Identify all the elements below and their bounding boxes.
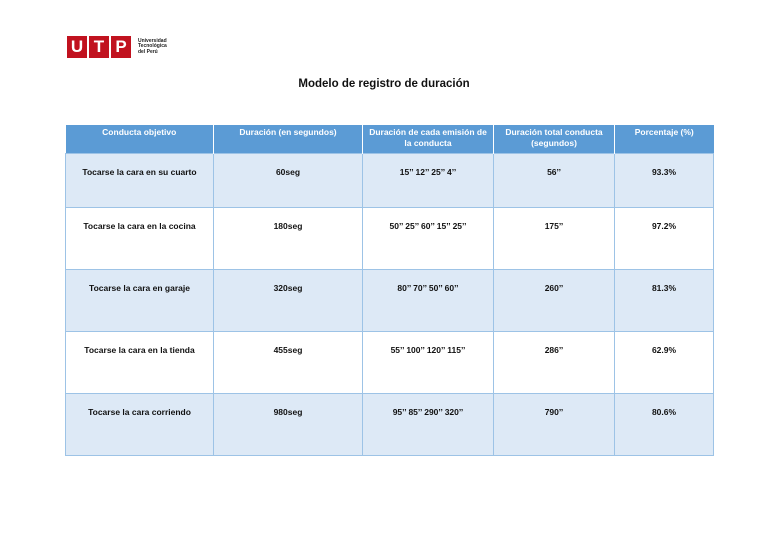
cell-porcentaje: 93.3%	[615, 154, 714, 208]
cell-emisiones: 95’’ 85’’ 290’’ 320’’	[363, 394, 494, 456]
logo-line-3: del Perú	[138, 48, 158, 55]
table-row	[66, 270, 714, 332]
cell-porcentaje: 62.9%	[615, 332, 714, 394]
cell-conducta: Tocarse la cara en la tienda	[66, 332, 214, 394]
cell-emisiones: 80’’ 70’’ 50’’ 60’’	[363, 270, 494, 332]
cell-porcentaje: 97.2%	[615, 208, 714, 270]
table-row	[66, 332, 714, 394]
cell-emisiones: 50’’ 25’’ 60’’ 15’’ 25’’	[363, 208, 494, 270]
header-duracion-total: Duración total conducta (segundos)	[494, 125, 615, 154]
cell-emisiones: 55’’ 100’’ 120’’ 115’’	[363, 332, 494, 394]
cell-total: 260’’	[494, 270, 615, 332]
logo-letter-t: T	[89, 36, 109, 58]
header-duracion-emision: Duración de cada emisión de la conducta	[363, 125, 494, 154]
cell-conducta: Tocarse la cara en su cuarto	[66, 154, 214, 208]
cell-porcentaje: 81.3%	[615, 270, 714, 332]
cell-duracion: 455seg	[214, 332, 363, 394]
logo-letter-u: U	[67, 36, 87, 58]
cell-duracion: 60seg	[214, 154, 363, 208]
cell-porcentaje: 80.6%	[615, 394, 714, 456]
cell-total: 790’’	[494, 394, 615, 456]
header-duracion-segundos: Duración (en segundos)	[214, 125, 363, 154]
cell-total: 175’’	[494, 208, 615, 270]
utp-logo	[67, 36, 178, 58]
header-porcentaje: Porcentaje (%)	[615, 125, 714, 154]
logo-letter-p: P	[111, 36, 131, 58]
cell-conducta: Tocarse la cara en la cocina	[66, 208, 214, 270]
cell-duracion: 180seg	[214, 208, 363, 270]
table-row	[66, 154, 714, 208]
cell-duracion: 320seg	[214, 270, 363, 332]
header-conducta-objetivo: Conducta objetivo	[66, 125, 214, 154]
table-row	[66, 394, 714, 456]
table-row	[66, 208, 714, 270]
logo-line-2: Tecnológica	[138, 43, 167, 50]
cell-total: 56’’	[494, 154, 615, 208]
logo-university-name	[138, 39, 178, 56]
cell-duracion: 980seg	[214, 394, 363, 456]
logo-line-1: Universidad	[138, 37, 167, 44]
cell-conducta: Tocarse la cara en garaje	[66, 270, 214, 332]
cell-emisiones: 15’’ 12’’ 25’’ 4’’	[363, 154, 494, 208]
duration-record-table	[65, 125, 714, 456]
cell-conducta: Tocarse la cara corriendo	[66, 394, 214, 456]
table-header-row	[66, 125, 714, 154]
document-title: Modelo de registro de duración	[298, 78, 470, 90]
cell-total: 286’’	[494, 332, 615, 394]
